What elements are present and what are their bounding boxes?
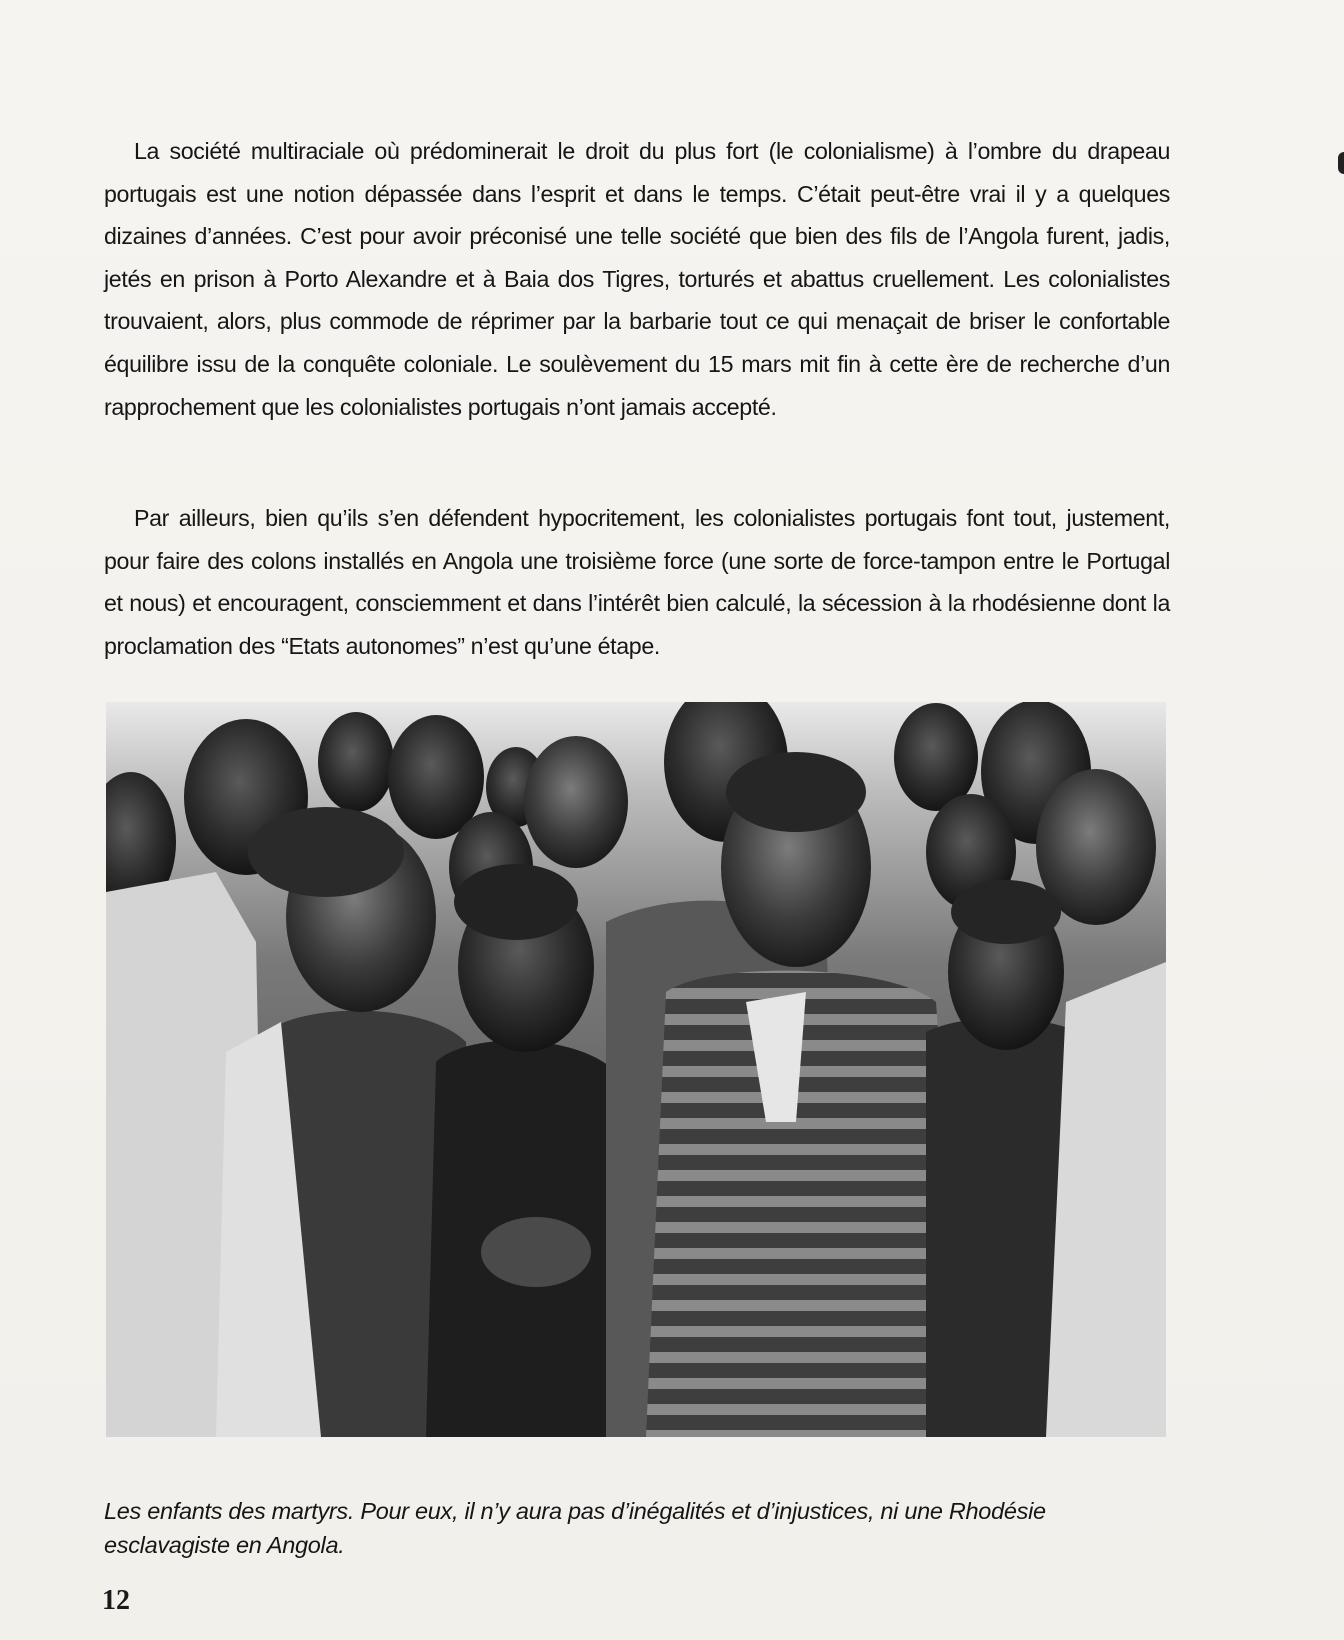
children-photo-illustration — [106, 702, 1166, 1437]
paragraph-2 — [104, 497, 1170, 667]
children-photo — [106, 702, 1166, 1437]
paragraph-2-text: Par ailleurs, bien qu’ils s’en défendent hypocritement, les colonialistes portugais font tout, justement, pour faire des colons installés en Angola une troisième force (une sorte de force-tampon entre le Portugal et nous) et encouragent, consciemment et dans l’intérêt bien calculé, la sécession à la rhodésienne dont la proclamation des “Etats autonomes” n’est qu’une étape. — [104, 505, 1170, 659]
photo-caption: Les enfants des martyrs. Pour eux, il n’y aura pas d’inégalités et d’injustices, ni une Rhodésie esclavagiste en Angola. — [104, 1498, 1046, 1558]
paragraph-1 — [104, 130, 1170, 428]
paragraph-1-text: La société multiraciale où prédominerait le droit du plus fort (le colonialisme) à l’ombre du drapeau portugais est une notion dépassée dans l’esprit et dans le temps. C’était peut-être vrai il y a quelques dizaines d’années. C’est pour avoir préconisé une telle société que bien des fils de l’Angola furent, jadis, jetés en prison à Porto Alexandre et à Baia dos Tigres, torturés et abattus cruellement. Les colonialistes trouvaient, alors, plus commode de réprimer par la barbarie tout ce qui menaçait de briser le confortable équilibre issu de la conquête coloniale. Le soulèvement du 15 mars mit fin à cette ère de recherche d’un rapprochement que les colonialistes portugais n’ont jamais accepté. — [104, 138, 1170, 420]
binding-hole-mark — [1338, 152, 1344, 174]
page-number: 12 — [102, 1585, 130, 1616]
